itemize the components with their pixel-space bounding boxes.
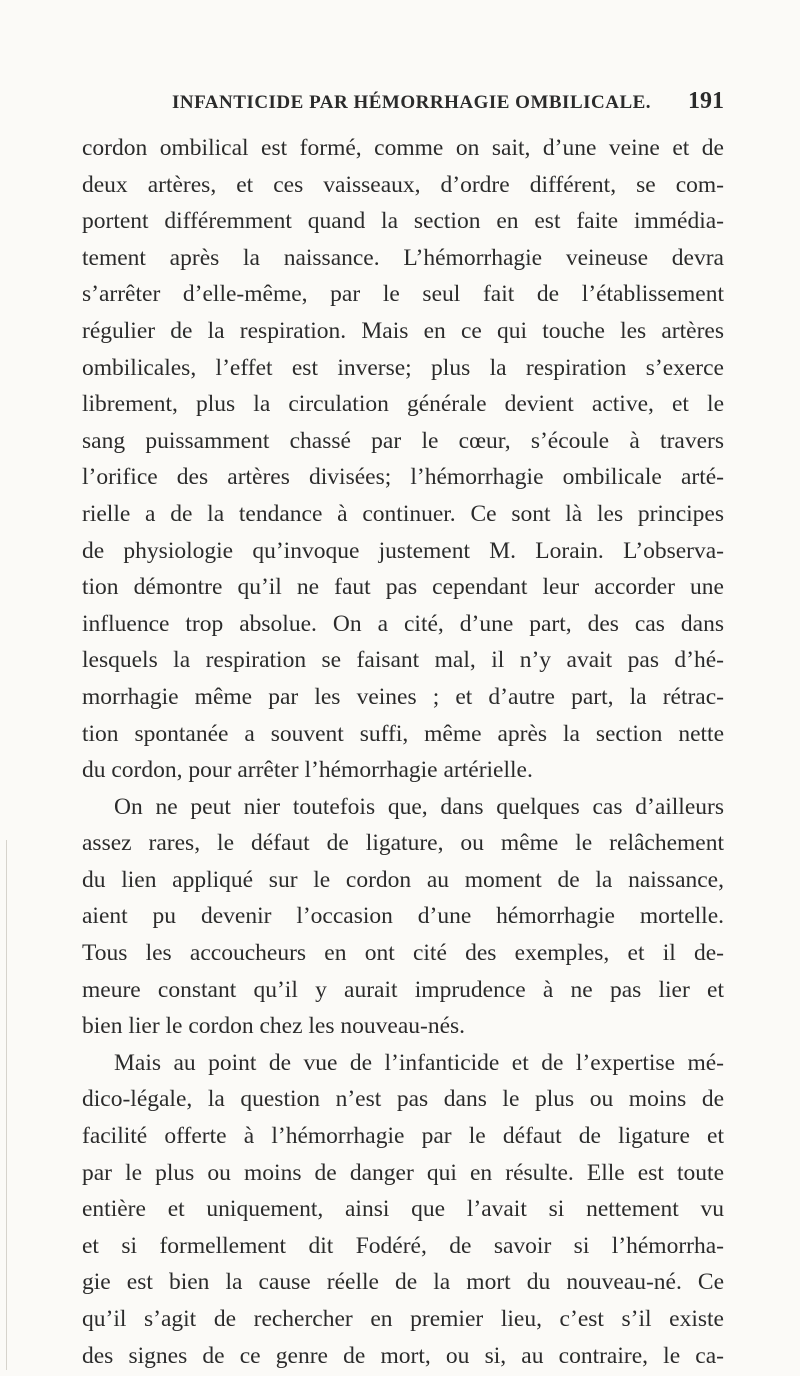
text-line: sang puissamment chassé par le cœur, s’écoule à travers [82,427,724,454]
text-line: et si formellement dit Fodéré, de savoir si l’hémorrha- [82,1232,724,1259]
text-line: rielle a de la tendance à continuer. Ce sont là les principes [82,500,724,527]
text-line: deux artères, et ces vaisseaux, d’ordre différent, se com- [82,171,724,198]
text-line: par le plus ou moins de danger qui en résulte. Elle est toute [82,1159,724,1186]
paragraph-start-line: On ne peut nier toutefois que, dans quelques cas d’ailleurs [114,793,724,820]
text-line: entière et uniquement, ainsi que l’avait si nettement vu [82,1196,724,1223]
text-line: s’arrêter d’elle-même, par le seul fait de l’établissement [82,281,724,308]
text-line: Tous les accoucheurs en ont cité des exemples, et il de- [82,940,724,967]
text-line: portent différemment quand la section en est faite immédia- [82,208,724,235]
page-edge-shadow [6,840,7,1370]
paragraph-end-line: bien lier le cordon chez les nouveau-nés. [82,1013,466,1040]
text-line: tement après la naissance. L’hémorrhagie veineuse devra [82,244,724,271]
text-line: l’orifice des artères divisées; l’hémorrhagie ombilicale arté- [82,464,724,491]
running-head [172,88,724,118]
text-line: aient pu devenir l’occasion d’une hémorrhagie mortelle. [82,903,724,930]
body-text [82,130,724,1374]
text-line: tion démontre qu’il ne faut pas cependant leur accorder une [82,574,724,601]
running-title: INFANTICIDE PAR HÉMORRHAGIE OMBILICALE. [172,92,652,113]
text-line: des signes de ce genre de mort, ou si, au contraire, le ca- [82,1342,724,1369]
text-line: qu’il s’agit de rechercher en premier lieu, c’est s’il existe [82,1306,724,1332]
text-line: librement, plus la circulation générale devient active, et le [82,391,724,418]
paragraph-end-line: du cordon, pour arrêter l’hémorrhagie artérielle. [82,757,533,784]
text-line: facilité offerte à l’hémorrhagie par le défaut de ligature et [82,1123,724,1150]
text-line: ombilicales, l’effet est inverse; plus la respiration s’exerce [82,354,724,381]
text-line: régulier de la respiration. Mais en ce qui touche les artères [82,317,724,344]
text-line: morrhagie même par les veines ; et d’autre part, la rétrac- [82,683,724,710]
text-line: lesquels la respiration se faisant mal, il n’y avait pas d’hé- [82,647,724,674]
text-line: assez rares, le défaut de ligature, ou même le relâchement [82,830,724,857]
text-line: gie est bien la cause réelle de la mort du nouveau-né. Ce [82,1269,724,1296]
text-line: meure constant qu’il y aurait imprudence à ne pas lier et [82,976,724,1003]
page-number: 191 [688,88,724,114]
text-line: du lien appliqué sur le cordon au moment de la naissance, [82,866,724,893]
paragraph-start-line: Mais au point de vue de l’infanticide et de l’expertise mé- [114,1049,724,1076]
text-line: influence trop absolue. On a cité, d’une part, des cas dans [82,610,724,637]
text-line: de physiologie qu’invoque justement M. Lorain. L’observa- [82,537,724,564]
text-line: cordon ombilical est formé, comme on sait, d’une veine et de [82,135,724,161]
text-line: dico-légale, la question n’est pas dans le plus ou moins de [82,1086,724,1113]
text-line: tion spontanée a souvent suffi, même après la section nette [82,720,724,747]
